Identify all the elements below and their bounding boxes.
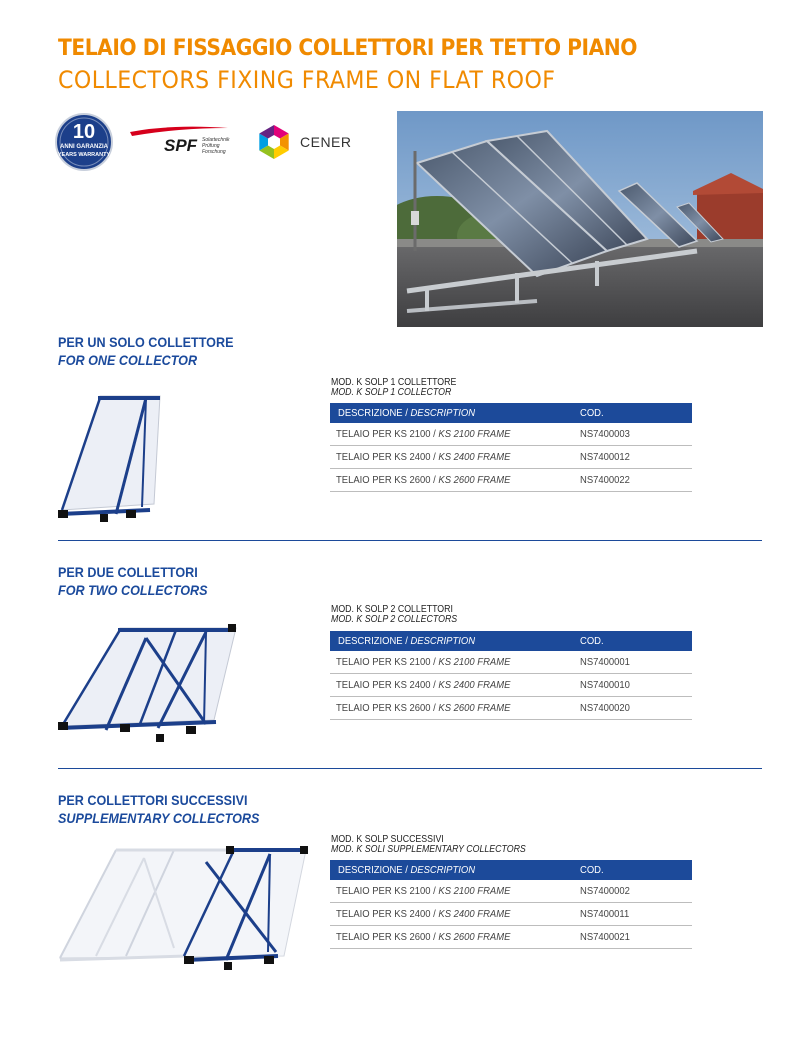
svg-text:Solartechnik: Solartechnik — [202, 137, 230, 143]
svg-text:Forschung: Forschung — [202, 149, 226, 155]
section-divider — [58, 540, 762, 541]
table-row: TELAIO PER KS 2100 / KS 2100 FRAME NS7400002 — [330, 880, 692, 903]
section-1-model: MOD. K SOLP 1 COLLETTORE MOD. K SOLP 1 COLLECTOR — [331, 377, 457, 398]
table-header: DESCRIZIONE / DESCRIPTION COD. — [330, 403, 692, 423]
section-2-table — [330, 631, 692, 720]
frame-one-collector-illustration — [56, 392, 166, 524]
svg-text:Prüfung: Prüfung — [202, 143, 220, 149]
warranty-badge — [56, 114, 112, 170]
section-2-model: MOD. K SOLP 2 COLLETTORI MOD. K SOLP 2 COLLECTORS — [331, 604, 458, 625]
table-row: TELAIO PER KS 2600 / KS 2600 FRAME NS7400020 — [330, 697, 692, 720]
table-row: TELAIO PER KS 2400 / KS 2400 FRAME NS7400010 — [330, 674, 692, 697]
spf-logo-text: SPF — [164, 136, 198, 155]
certification-logos — [52, 112, 372, 172]
frame-two-collectors-illustration — [56, 620, 246, 748]
page-subtitle: COLLECTORS FIXING FRAME ON FLAT ROOF — [58, 66, 556, 94]
table-row: TELAIO PER KS 2400 / KS 2400 FRAME NS7400012 — [330, 446, 692, 469]
section-3-table — [330, 860, 692, 949]
section-2-title: PER DUE COLLETTORI FOR TWO COLLECTORS — [58, 564, 208, 598]
cener-logo — [259, 125, 351, 159]
cener-logo-text: CENER — [300, 134, 352, 150]
table-row: TELAIO PER KS 2600 / KS 2600 FRAME NS7400022 — [330, 469, 692, 492]
frame-supplementary-collectors-illustration — [56, 838, 316, 978]
section-3-model: MOD. K SOLP SUCCESSIVI MOD. K SOLI SUPPLEMENTARY COLLECTORS — [331, 834, 526, 855]
table-header: DESCRIZIONE / DESCRIPTION COD. — [330, 860, 692, 880]
rooftop-solar-photo — [397, 111, 763, 327]
spf-logo — [130, 127, 230, 155]
table-row: TELAIO PER KS 2100 / KS 2100 FRAME NS7400001 — [330, 651, 692, 674]
warranty-line-2: YEARS WARRANTY — [57, 152, 111, 158]
table-row: TELAIO PER KS 2100 / KS 2100 FRAME NS7400003 — [330, 423, 692, 446]
table-row: TELAIO PER KS 2600 / KS 2600 FRAME NS7400021 — [330, 926, 692, 949]
page-title: TELAIO DI FISSAGGIO COLLETTORI PER TETTO PIANO — [58, 36, 638, 61]
section-divider — [58, 768, 762, 769]
section-1-title: PER UN SOLO COLLETTORE FOR ONE COLLECTOR — [58, 334, 234, 368]
section-1-table — [330, 403, 692, 492]
section-3-title: PER COLLETTORI SUCCESSIVI SUPPLEMENTARY COLLECTORS — [58, 792, 260, 826]
warranty-number: 10 — [72, 121, 96, 143]
warranty-line-1: ANNI GARANZIA — [60, 144, 108, 150]
table-row: TELAIO PER KS 2400 / KS 2400 FRAME NS7400011 — [330, 903, 692, 926]
table-header: DESCRIZIONE / DESCRIPTION COD. — [330, 631, 692, 651]
